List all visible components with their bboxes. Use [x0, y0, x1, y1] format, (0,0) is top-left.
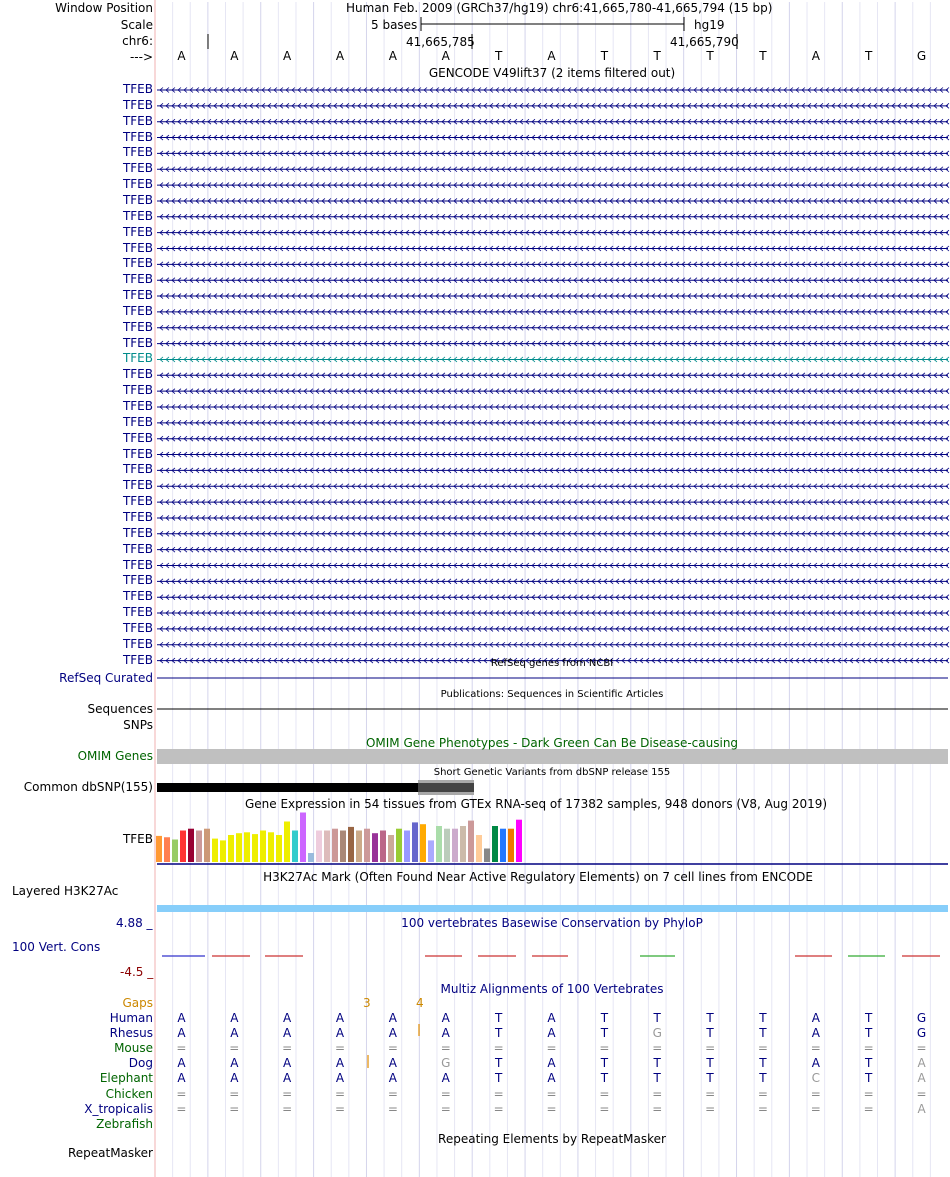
gtex-tissue-bar [300, 813, 306, 863]
gtex-tissue-bar [436, 826, 442, 862]
gtex-tissue-bar [516, 820, 522, 862]
gencode-transcript-label[interactable]: TFEB [122, 525, 153, 540]
cons-min-label: -4.5 _ [120, 965, 154, 979]
species-label[interactable]: Mouse [114, 1041, 153, 1056]
aligned-base: T [653, 1056, 661, 1071]
aligned-base: A [177, 1071, 186, 1086]
gencode-transcript-label[interactable]: TFEB [122, 605, 153, 620]
aligned-base: A [441, 1011, 450, 1025]
gtex-tissue-bar [492, 826, 498, 862]
gtex-tissue-bar [268, 832, 274, 862]
aligned-base: T [653, 1071, 661, 1086]
aligned-base: T [865, 1056, 873, 1071]
dbsnp-track-title[interactable]: Short Genetic Variants from dbSNP release 155 [433, 767, 671, 778]
aligned-base: = [282, 1041, 293, 1056]
sequence-base: T [600, 49, 609, 63]
aligned-base: = [335, 1086, 346, 1101]
aligned-base: A [547, 1071, 556, 1086]
sequence-base: A [811, 49, 820, 63]
aligned-base: T [759, 1011, 767, 1025]
sequence-base: A [547, 49, 556, 63]
aligned-base: T [759, 1026, 767, 1041]
gtex-tissue-bar [364, 829, 370, 862]
aligned-base: = [705, 1101, 716, 1116]
aligned-base: A [388, 1056, 397, 1071]
cons-track-title[interactable]: 100 vertebrates Basewise Conservation by PhyloP [401, 916, 703, 930]
gencode-transcript-label[interactable]: TFEB [122, 446, 153, 461]
gtex-tissue-bar [252, 834, 258, 862]
aligned-base: A [917, 1056, 926, 1071]
dbsnp-label[interactable]: Common dbSNP(155) [23, 780, 153, 794]
aligned-base: T [494, 1056, 503, 1071]
gtex-tissue-bar [188, 829, 194, 862]
chrom-label: chr6: [122, 34, 153, 48]
gtex-tissue-bar [420, 824, 426, 862]
scale-label: Scale [120, 18, 153, 32]
aligned-base: A [811, 1011, 820, 1025]
aligned-base: A [335, 1011, 345, 1025]
gtex-tissue-bar [164, 837, 170, 862]
aligned-base: = [387, 1041, 398, 1056]
gtex-label[interactable]: TFEB [122, 832, 153, 846]
aligned-base: T [706, 1071, 714, 1086]
aligned-base: A [547, 1011, 556, 1025]
gencode-transcript-label[interactable]: TFEB [122, 636, 153, 651]
gtex-tissue-bar [292, 831, 298, 863]
aligned-base: A [230, 1071, 239, 1086]
gap-count-3: 3 [363, 996, 371, 1010]
species-label[interactable]: Rhesus [109, 1026, 153, 1041]
gencode-track-title[interactable]: GENCODE V49lift37 (2 items filtered out) [428, 66, 676, 80]
aligned-base: A [441, 1026, 450, 1041]
species-label[interactable]: Zebrafish [96, 1116, 153, 1131]
gtex-tissue-bar [468, 821, 474, 862]
aligned-base: T [706, 1056, 714, 1071]
gtex-tissue-bar [196, 831, 202, 863]
aligned-base: = [546, 1101, 557, 1116]
gtex-tissue-bar [428, 840, 434, 862]
gencode-transcript-label[interactable]: TFEB [122, 494, 153, 509]
gtex-tissue-bar [476, 835, 482, 862]
aligned-base: = [705, 1086, 716, 1101]
sequence-base: A [441, 49, 450, 63]
aligned-base: A [283, 1011, 292, 1025]
gtex-tissue-bar [508, 829, 514, 862]
aligned-base: = [440, 1101, 451, 1116]
pubs-sequences-label[interactable]: Sequences [87, 702, 153, 716]
aligned-base: A [177, 1026, 186, 1041]
aligned-base: A [388, 1071, 397, 1086]
aligned-base: = [810, 1086, 821, 1101]
aligned-base: A [917, 1101, 926, 1116]
h3k27ac-label[interactable]: Layered H3K27Ac [12, 884, 119, 898]
gtex-tissue-bar [212, 839, 218, 862]
species-label[interactable]: Dog [128, 1056, 153, 1071]
gencode-transcript-label[interactable]: TFEB [122, 177, 153, 192]
aligned-base: T [865, 1011, 873, 1025]
gencode-transcript-label[interactable]: TFEB [122, 272, 153, 287]
assembly-position-text[interactable]: Human Feb. 2009 (GRCh37/hg19) chr6:41,665,780-41,665,794 (15 bp) [346, 1, 773, 15]
gencode-transcript-label[interactable]: TFEB [122, 161, 153, 176]
aligned-base: = [335, 1041, 346, 1056]
aligned-base: T [494, 1011, 503, 1025]
aligned-base: = [810, 1041, 821, 1056]
gencode-transcript-label[interactable]: TFEB [122, 240, 153, 255]
aligned-base: T [706, 1026, 714, 1041]
sequence-base: A [335, 49, 345, 63]
aligned-base: = [335, 1101, 346, 1116]
omim-label[interactable]: OMIM Genes [77, 749, 153, 763]
gtex-tissue-bar [332, 829, 338, 862]
aligned-base: A [335, 1056, 345, 1071]
repeatmasker-label[interactable]: RepeatMasker [67, 1146, 153, 1160]
coord-label-2: 41,665,790 [670, 35, 739, 49]
aligned-base: = [863, 1041, 874, 1056]
aligned-base: = [282, 1086, 293, 1101]
aligned-base: A [283, 1056, 292, 1071]
aligned-base: A [811, 1056, 820, 1071]
aligned-base: A [230, 1026, 239, 1041]
aligned-base: = [599, 1101, 610, 1116]
aligned-base: = [599, 1041, 610, 1056]
species-label[interactable]: Elephant [99, 1071, 153, 1086]
aligned-base: A [177, 1011, 186, 1025]
strand-label: ---> [129, 50, 153, 64]
aligned-base: T [600, 1026, 609, 1041]
aligned-base: A [917, 1071, 926, 1086]
gtex-tissue-bar [180, 831, 186, 863]
pubs-snps-label[interactable]: SNPs [123, 718, 153, 732]
aligned-base: = [176, 1041, 187, 1056]
gencode-transcript-label[interactable]: TFEB [122, 145, 153, 160]
gencode-transcript-label[interactable]: TFEB [122, 430, 153, 445]
gtex-tissue-bar [244, 832, 250, 862]
gtex-tissue-bar [388, 835, 394, 862]
sequence-base: A [283, 49, 292, 63]
omim-track-title[interactable]: OMIM Gene Phenotypes - Dark Green Can Be Disease-causing [365, 736, 739, 750]
sequence-base: G [916, 49, 927, 63]
aligned-base: = [229, 1041, 240, 1056]
dbsnp-bar-overlap [418, 783, 474, 792]
gencode-transcript-label[interactable]: TFEB [122, 319, 153, 334]
aligned-base: = [493, 1086, 504, 1101]
omim-bar [157, 749, 948, 764]
aligned-base: A [547, 1056, 556, 1071]
gtex-tissue-bar [276, 835, 282, 862]
aligned-base: = [176, 1086, 187, 1101]
aligned-base: A [811, 1026, 820, 1041]
aligned-base: = [387, 1086, 398, 1101]
aligned-base: = [546, 1086, 557, 1101]
gtex-tissue-bar [380, 831, 386, 863]
aligned-base: = [652, 1086, 663, 1101]
gencode-transcript-label[interactable]: TFEB [122, 620, 153, 635]
aligned-base: T [865, 1026, 873, 1041]
gtex-tissue-bar [372, 833, 378, 862]
gtex-tissue-bar [340, 831, 346, 863]
gencode-transcript-label[interactable]: TFEB [122, 367, 153, 382]
aligned-base: = [705, 1041, 716, 1056]
aligned-base: = [916, 1086, 927, 1101]
gap-count-4: 4 [416, 996, 424, 1010]
aligned-base: = [916, 1041, 927, 1056]
aligned-base: T [600, 1071, 609, 1086]
aligned-base: A [177, 1056, 186, 1071]
aligned-base: T [759, 1071, 767, 1086]
aligned-base: = [863, 1101, 874, 1116]
gencode-transcript-label[interactable]: TFEB [122, 192, 153, 207]
refseq-label[interactable]: RefSeq Curated [59, 671, 153, 685]
sequence-base: T [494, 49, 503, 63]
aligned-base: T [600, 1056, 609, 1071]
gtex-tissue-bar [284, 822, 290, 863]
aligned-base: = [863, 1086, 874, 1101]
gtex-tissue-bar [220, 840, 226, 862]
gencode-transcript-label[interactable]: TFEB [122, 509, 153, 524]
sequence-base: A [177, 49, 186, 63]
aligned-base: = [599, 1086, 610, 1101]
gtex-tissue-bar [412, 822, 418, 862]
gtex-tissue-bar [484, 849, 490, 863]
aligned-base: = [757, 1041, 768, 1056]
aligned-base: A [388, 1011, 397, 1025]
gtex-tissue-bar [348, 827, 354, 862]
aligned-base: = [440, 1041, 451, 1056]
gencode-transcript-label[interactable]: TFEB [122, 557, 153, 572]
h3k27ac-signal [157, 905, 948, 912]
aligned-base: = [282, 1101, 293, 1116]
gtex-tissue-bar [236, 833, 242, 862]
aligned-base: = [229, 1101, 240, 1116]
sequence-base: T [759, 49, 767, 63]
species-label[interactable]: X_tropicalis [84, 1101, 153, 1116]
aligned-base: = [387, 1101, 398, 1116]
aligned-base: A [283, 1026, 292, 1041]
aligned-base: A [283, 1071, 292, 1086]
species-label[interactable]: Human [109, 1011, 153, 1025]
gtex-tissue-bar [260, 831, 266, 863]
gtex-tissue-bar [500, 829, 506, 862]
aligned-base: T [865, 1071, 873, 1086]
aligned-base: = [176, 1101, 187, 1116]
aligned-base: = [757, 1101, 768, 1116]
aligned-base: = [652, 1101, 663, 1116]
aligned-base: A [388, 1026, 397, 1041]
gtex-tissue-bar [460, 826, 466, 862]
sequence-base: A [230, 49, 239, 63]
gencode-transcript-label[interactable]: TFEB [122, 478, 153, 493]
gtex-tissue-bar [444, 829, 450, 862]
aligned-base: = [493, 1101, 504, 1116]
gencode-transcript-label[interactable]: TFEB [122, 383, 153, 398]
gtex-tissue-bar [228, 835, 234, 862]
aligned-base: T [653, 1011, 661, 1025]
sequence-base: A [388, 49, 397, 63]
aligned-base: T [600, 1011, 609, 1025]
gencode-transcript-label[interactable]: TFEB [122, 97, 153, 112]
gtex-tissue-bar [172, 840, 178, 863]
cons-max-label: 4.88 _ [116, 916, 153, 930]
aligned-base: A [547, 1026, 556, 1041]
gtex-tissue-bar [324, 831, 330, 863]
aligned-base: = [493, 1041, 504, 1056]
aligned-base: T [494, 1071, 503, 1086]
scale-text: 5 bases [371, 18, 418, 32]
aligned-base: A [230, 1056, 239, 1071]
gencode-transcript-label[interactable]: TFEB [122, 335, 153, 350]
aligned-base: = [757, 1086, 768, 1101]
gencode-transcript-label[interactable]: TFEB [122, 414, 153, 429]
multiz-track-title[interactable]: Multiz Alignments of 100 Vertebrates [440, 982, 664, 996]
aligned-base: = [652, 1041, 663, 1056]
gencode-transcript-label[interactable]: TFEB [122, 129, 153, 144]
aligned-base: G [916, 1011, 927, 1025]
aligned-base: A [230, 1011, 239, 1025]
gtex-tissue-bar [204, 829, 210, 862]
gtex-tissue-bar [356, 831, 362, 863]
aligned-base: T [494, 1026, 503, 1041]
gtex-tissue-bar [316, 831, 322, 863]
repeatmasker-track-title[interactable]: Repeating Elements by RepeatMasker [438, 1132, 666, 1146]
gtex-tissue-bar [404, 831, 410, 863]
aligned-base: T [759, 1056, 767, 1071]
gencode-transcript-label[interactable]: TFEB [122, 462, 153, 477]
aligned-base: G [916, 1026, 927, 1041]
gtex-track-title[interactable]: Gene Expression in 54 tissues from GTEx RNA-seq of 17382 samples, 948 donors (V8, Aug 2019) [244, 797, 828, 811]
gencode-transcript-label[interactable]: TFEB [122, 541, 153, 556]
gencode-transcript-label[interactable]: TFEB [122, 113, 153, 128]
gtex-tissue-bar [308, 853, 314, 862]
scale-db: hg19 [694, 18, 725, 32]
species-label[interactable]: Chicken [105, 1086, 153, 1101]
aligned-base: G [652, 1026, 662, 1041]
aligned-base: A [441, 1071, 450, 1086]
cons-label[interactable]: 100 Vert. Cons [12, 940, 101, 954]
gencode-transcript-label[interactable]: TFEB [122, 589, 153, 604]
gtex-tissue-bar [396, 829, 402, 862]
gencode-transcript-label[interactable]: TFEB [122, 399, 153, 413]
gencode-transcript-label[interactable]: TFEB [122, 82, 153, 96]
pubs-track-title[interactable]: Publications: Sequences in Scientific Articles [440, 689, 664, 700]
gencode-transcript-label[interactable]: TFEB [122, 351, 153, 366]
gencode-transcript-label[interactable]: TFEB [122, 652, 153, 667]
aligned-base: = [810, 1101, 821, 1116]
coord-label-1: 41,665,785 [406, 35, 475, 49]
window-position-label: Window Position [55, 1, 153, 15]
sequence-base: T [706, 49, 714, 63]
gencode-transcript-label[interactable]: TFEB [122, 256, 153, 271]
aligned-base: A [335, 1071, 345, 1086]
aligned-base: T [706, 1011, 714, 1025]
gtex-tissue-bar [452, 829, 458, 862]
gencode-transcript-label[interactable]: TFEB [122, 303, 153, 318]
aligned-base: A [335, 1026, 345, 1041]
h3k27ac-track-title[interactable]: H3K27Ac Mark (Often Found Near Active Regulatory Elements) on 7 cell lines from ENCODE [263, 870, 813, 884]
sequence-base: T [865, 49, 873, 63]
gencode-transcript-label[interactable]: TFEB [122, 208, 153, 223]
aligned-base: C [811, 1071, 821, 1086]
aligned-base: = [440, 1086, 451, 1101]
gencode-transcript-label[interactable]: TFEB [122, 288, 153, 303]
gaps-label: Gaps [122, 996, 153, 1010]
gtex-tissue-bar [156, 836, 162, 862]
aligned-base: = [546, 1041, 557, 1056]
aligned-base: G [441, 1056, 451, 1071]
refseq-track-title[interactable]: RefSeq genes from NCBI [490, 658, 614, 669]
aligned-base: = [229, 1086, 240, 1101]
gencode-transcript-label[interactable]: TFEB [122, 573, 153, 588]
gencode-transcript-label[interactable]: TFEB [122, 224, 153, 239]
sequence-base: T [653, 49, 661, 63]
